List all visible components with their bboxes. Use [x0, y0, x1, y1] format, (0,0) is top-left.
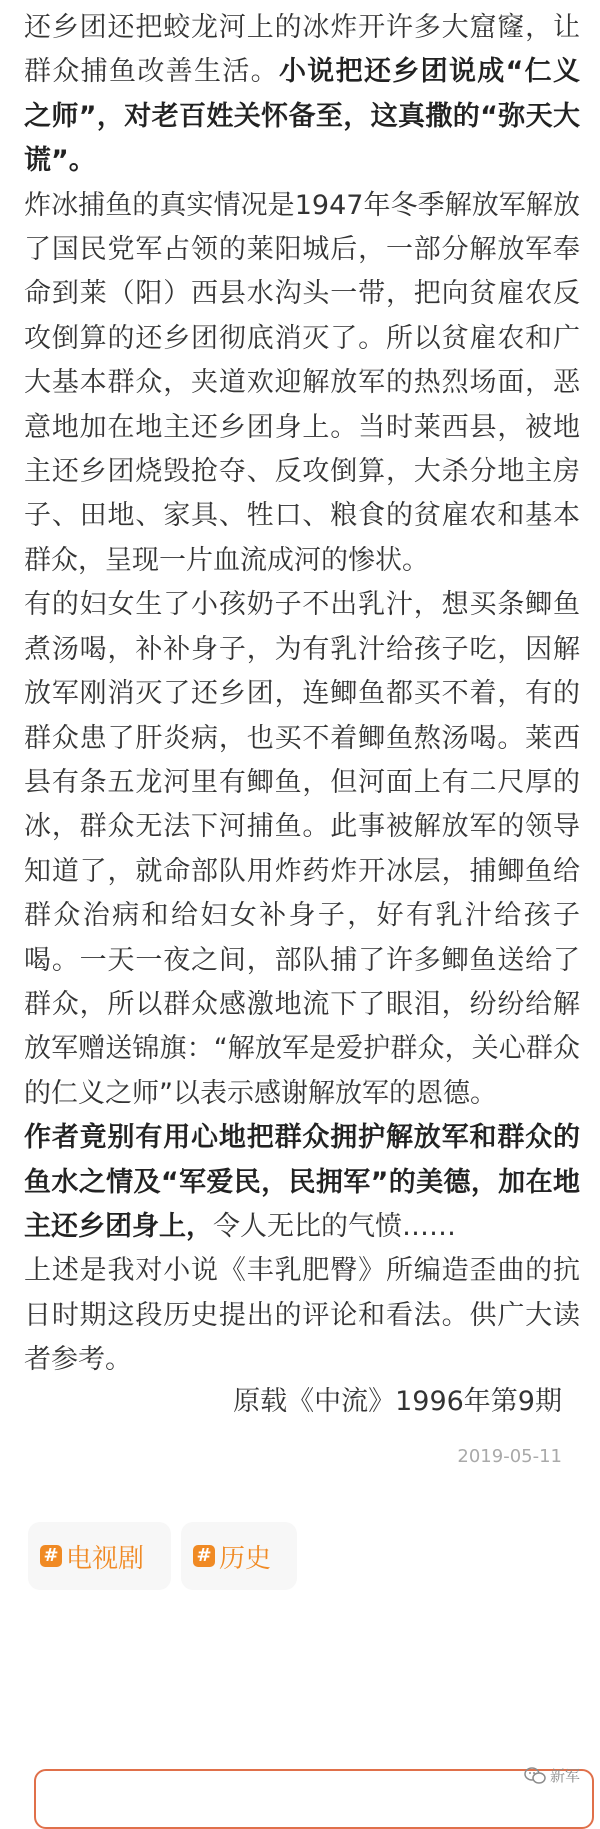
hash-icon: #: [193, 1545, 215, 1567]
source-citation: 原载《中流》1996年第9期: [233, 1386, 562, 1417]
paragraph-1-bold: 小说把还乡团说成“仁义之师”，对老百姓关怀备至，这真撒的“弥天大谎”。: [24, 56, 581, 177]
paragraph-4-bold: 作者竟别有用心地把群众拥护解放军和群众的鱼水之情及“军爱民，民拥军”的美德，加在地主还乡团身上，: [24, 1122, 580, 1242]
publish-date: 2019-05-11: [457, 1446, 562, 1467]
tag-tv-drama[interactable]: [28, 1522, 171, 1590]
paragraph-3: 有的妇女生了小孩奶子不出乳汁，想买条鲫鱼煮汤喝，补补身子，为有乳汁给孩子吃，因解放军刚消灭了还乡团，连鲫鱼都买不着，有的群众患了肝炎病，也买不着鲫鱼熬汤喝。莱西县有条五龙河里有鲫鱼，但河面上有二尺厚的冰，群众无法下河捕鱼。此事被解放军的领导知道了，就命部队用炸药炸开冰层，捕鲫鱼给群众治病和给妇女补身子，好有乳汁给孩子喝。一天一夜之间，部队捕了许多鲫鱼送给了群众，所以群众感激地流下了眼泪，纷纷给解放军赠送锦旗：“解放军是爱护群众，关心群众的仁义之师”以表示感谢解放军的恩德。: [24, 589, 580, 1109]
paragraph-4-text: 令人无比的气愤……: [213, 1210, 456, 1242]
paragraph-2: 炸冰捕鱼的真实情况是1947年冬季解放军解放了国民党军占领的莱阳城后，一部分解放军奉命到莱（阳）西县水沟头一带，把向贫雇农反攻倒算的还乡团彻底消灭了。所以贫雇农和广大基本群众，夹道欢迎解放军的热烈场面，恶意地加在地主还乡团身上。当时莱西县，被地主还乡团烧毁抢夺、反攻倒算，大杀分地主房子、田地、家具、牲口、粮食的贫雇农和基本群众，呈现一片血流成河的惨状。: [24, 189, 580, 576]
wechat-icon: [524, 1767, 546, 1785]
article-body: [24, 6, 580, 1383]
paragraph-1: [24, 6, 580, 184]
bottom-card[interactable]: [34, 1769, 594, 1829]
source-watermark: [524, 1766, 580, 1786]
tag-label: 电视剧: [66, 1543, 145, 1574]
paragraph-4: [24, 1116, 580, 1249]
watermark-text: 新军: [549, 1767, 580, 1785]
tag-history[interactable]: [181, 1522, 297, 1590]
paragraph-5: 上述是我对小说《丰乳肥臀》所编造歪曲的抗日时期这段历史提出的评论和看法。供广大读者参考。: [24, 1255, 580, 1376]
tag-label: 历史: [219, 1543, 272, 1574]
hash-icon: #: [40, 1545, 62, 1567]
paragraph-1-text: 还乡团还把蛟龙河上的冰炸开许多大窟窿，让群众捕鱼改善生活。: [24, 12, 580, 88]
